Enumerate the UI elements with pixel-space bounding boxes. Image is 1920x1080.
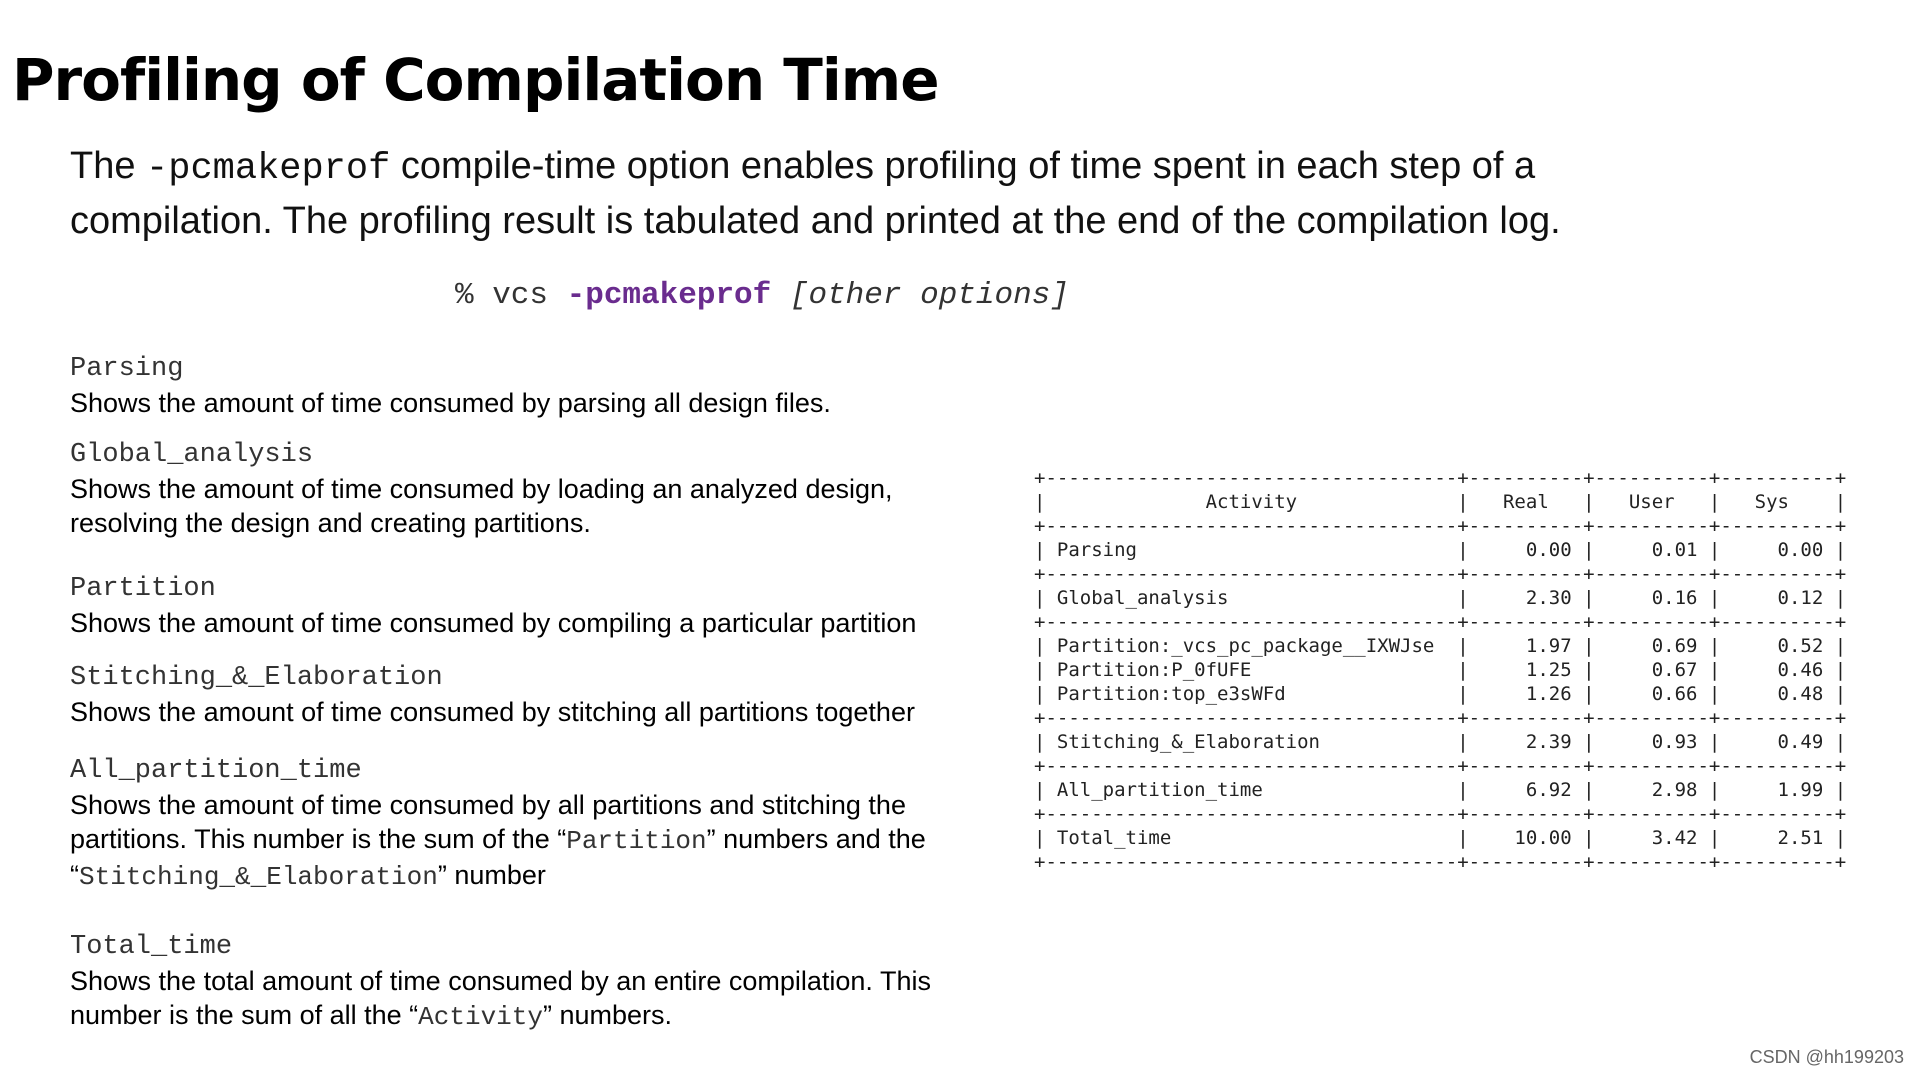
command-line — [455, 278, 1069, 313]
definition-desc — [70, 788, 1000, 894]
table-row: | Partition:_vcs_pc_package__IXWJse | 1.97 | 0.69 | 0.52 | — [1034, 635, 1847, 657]
desc-code: Stitching_&_Elaboration — [79, 862, 438, 892]
definition-term: Parsing — [70, 354, 184, 384]
slide-title: Profiling of Compilation Time — [12, 46, 939, 114]
definition-term: All_partition_time — [70, 756, 362, 786]
definition-term: Partition — [70, 574, 216, 604]
command-space — [771, 278, 790, 313]
table-border: +------------------------------------+----------+----------+----------+ — [1034, 563, 1847, 585]
desc-text: Shows the total amount of time consumed by an entire compilation. This number is the sum of all the “ — [70, 966, 931, 1030]
definition-term: Global_analysis — [70, 440, 314, 470]
table-border: +------------------------------------+----------+----------+----------+ — [1034, 851, 1847, 873]
definition-all-partition-time — [70, 754, 1000, 894]
watermark: CSDN @hh199203 — [1749, 1047, 1904, 1067]
definition-stitching — [70, 661, 1000, 729]
definition-term: Total_time — [70, 932, 233, 962]
command-other-options: [other options] — [789, 278, 1069, 313]
table-row: | Total_time | 10.00 | 3.42 | 2.51 | — [1034, 827, 1847, 849]
desc-text: ” number — [437, 860, 546, 890]
definition-global-analysis — [70, 438, 1000, 540]
table-border: +------------------------------------+----------+----------+----------+ — [1034, 707, 1847, 729]
table-row: | Partition:P_0fUFE | 1.25 | 0.67 | 0.46 | — [1034, 659, 1847, 681]
table-row: | Partition:top_e3sWFd | 1.26 | 0.66 | 0.48 | — [1034, 683, 1847, 705]
desc-code: Activity — [418, 1002, 543, 1032]
intro-text-start: The — [70, 145, 147, 187]
definition-desc: Shows the amount of time consumed by compiling a particular partition — [70, 608, 917, 638]
desc-code: Partition — [566, 826, 707, 856]
definition-desc: Shows the amount of time consumed by parsing all design files. — [70, 388, 831, 418]
table-row: | Global_analysis | 2.30 | 0.16 | 0.12 | — [1034, 587, 1847, 609]
table-row: | All_partition_time | 6.92 | 2.98 | 1.99 | — [1034, 779, 1847, 801]
table-border: +------------------------------------+----------+----------+----------+ — [1034, 467, 1847, 489]
command-option: -pcmakeprof — [566, 278, 772, 313]
table-border: +------------------------------------+----------+----------+----------+ — [1034, 515, 1847, 537]
definition-parsing — [70, 352, 1000, 420]
profile-table — [1034, 466, 1846, 874]
intro-text-end: compile-time option enables profiling of time spent in each step of a compilation. The profiling result is tabulated and printed at the end of the compilation log. — [70, 145, 1561, 242]
definition-desc: Shows the amount of time consumed by loading an analyzed design, resolving the design and creating partitions. — [70, 474, 893, 538]
intro-paragraph — [70, 140, 1730, 247]
command-prefix: % vcs — [455, 278, 567, 313]
intro-option-code: -pcmakeprof — [146, 148, 391, 190]
table-border: +------------------------------------+----------+----------+----------+ — [1034, 755, 1847, 777]
table-border: +------------------------------------+----------+----------+----------+ — [1034, 611, 1847, 633]
definition-desc — [70, 964, 1000, 1034]
definition-term: Stitching_&_Elaboration — [70, 663, 443, 693]
definition-partition — [70, 572, 1000, 640]
definition-desc: Shows the amount of time consumed by stitching all partitions together — [70, 697, 915, 727]
table-row: | Parsing | 0.00 | 0.01 | 0.00 | — [1034, 539, 1847, 561]
desc-text: ” numbers and the “ — [70, 824, 926, 890]
definition-total-time — [70, 930, 1000, 1034]
desc-text: ” numbers. — [542, 1000, 673, 1030]
table-header-row: | Activity | Real | User | Sys | — [1034, 491, 1847, 513]
table-border: +------------------------------------+----------+----------+----------+ — [1034, 803, 1847, 825]
table-row: | Stitching_&_Elaboration | 2.39 | 0.93 | 0.49 | — [1034, 731, 1847, 753]
desc-text: Shows the amount of time consumed by all partitions and stitching the partitions. This number is the sum of the “ — [70, 790, 906, 854]
